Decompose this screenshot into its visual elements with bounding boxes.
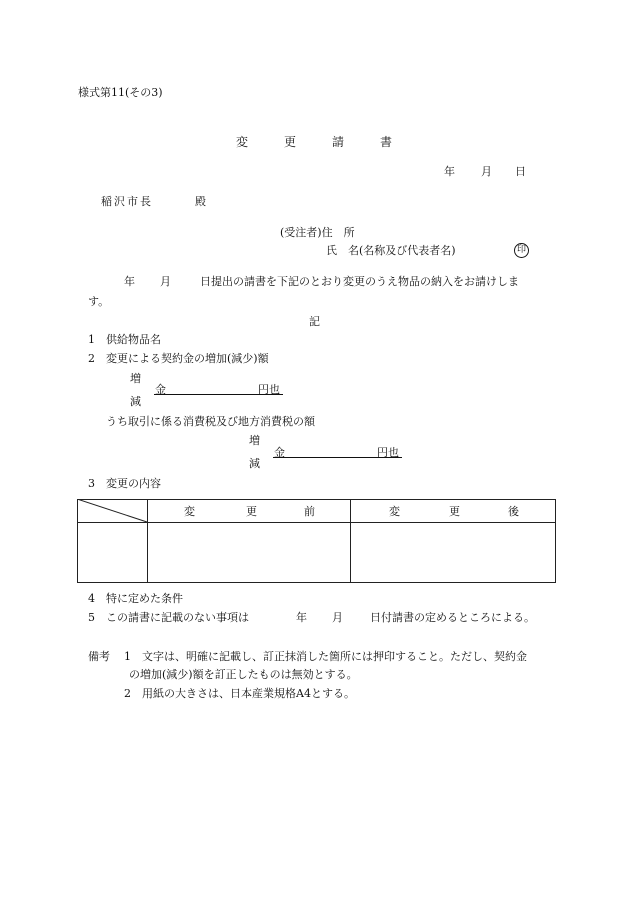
item5-year: 年 — [296, 611, 307, 624]
body-month: 月 — [160, 275, 171, 288]
item1-text: 供給物品名 — [106, 333, 161, 346]
addressee-name: 稲沢市長 — [101, 195, 153, 208]
seal-mark: 印 — [514, 243, 529, 258]
item5-rest: 日付請書の定めるところによる。 — [370, 611, 535, 624]
change-table — [77, 499, 556, 583]
item2-number: 2 — [88, 352, 95, 365]
item2-text: 変更による契約金の増加(減少)額 — [106, 352, 269, 365]
table-header-divider — [77, 522, 556, 523]
header-after-char-1: 変 — [389, 505, 400, 518]
item3-text: 変更の内容 — [106, 477, 161, 490]
note2-text: 用紙の大きさは、日本産業規格A4とする。 — [142, 687, 355, 700]
note1-number: 1 — [124, 650, 131, 663]
amount-prefix: 金 — [155, 383, 166, 396]
contractor-address-label: (受注者)住 所 — [280, 226, 355, 239]
title-char-4: 書 — [380, 135, 393, 149]
note1-line1: 文字は、明確に記載し、訂正抹消した箇所には押印すること。ただし、契約金 — [142, 650, 527, 663]
header-after-char-3: 後 — [508, 505, 519, 518]
notes-label: 備考 — [88, 650, 110, 663]
item1-number: 1 — [88, 333, 95, 346]
item5-month: 月 — [332, 611, 343, 624]
date-month: 月 — [481, 165, 492, 178]
tax-amount-suffix: 円也 — [377, 446, 399, 459]
header-before-char-3: 前 — [304, 505, 315, 518]
header-after-char-2: 更 — [449, 505, 460, 518]
note2-number: 2 — [124, 687, 131, 700]
table-divider-2 — [350, 499, 351, 583]
title-char-1: 変 — [236, 135, 249, 149]
form-number: 様式第11(その3) — [78, 86, 163, 99]
title-char-2: 更 — [284, 135, 297, 149]
body-year: 年 — [124, 275, 135, 288]
header-before-char-1: 変 — [184, 505, 195, 518]
tax-amount-prefix: 金 — [274, 446, 285, 459]
decrease-label: 減 — [130, 395, 141, 408]
title-char-3: 請 — [332, 135, 345, 149]
table-diagonal — [77, 499, 148, 523]
amount-underline — [154, 394, 283, 395]
item3-number: 3 — [88, 477, 95, 490]
body-text-line1: 日提出の請書を下記のとおり変更のうえ物品の納入をお請けしま — [200, 275, 519, 288]
ki-heading: 記 — [309, 315, 320, 328]
item4-text: 特に定めた条件 — [106, 592, 183, 605]
item4-number: 4 — [88, 592, 95, 605]
tax-line: うち取引に係る消費税及び地方消費税の額 — [106, 415, 315, 428]
tax-increase-label: 増 — [249, 434, 260, 447]
body-text-line2: す。 — [88, 295, 110, 308]
amount-suffix: 円也 — [258, 383, 280, 396]
note1-line2: の増加(減少)額を訂正したものは無効とする。 — [129, 668, 358, 681]
header-before-char-2: 更 — [246, 505, 257, 518]
item5-text: この請書に記載のない事項は — [106, 611, 249, 624]
contractor-name-label: 氏 名(名称及び代表者名) — [326, 244, 456, 257]
date-day: 日 — [515, 165, 526, 178]
item5-number: 5 — [88, 611, 95, 624]
date-year: 年 — [444, 165, 455, 178]
tax-decrease-label: 減 — [249, 457, 260, 470]
tax-amount-underline — [273, 457, 402, 458]
increase-label: 増 — [130, 372, 141, 385]
addressee-honorific: 殿 — [195, 195, 206, 208]
